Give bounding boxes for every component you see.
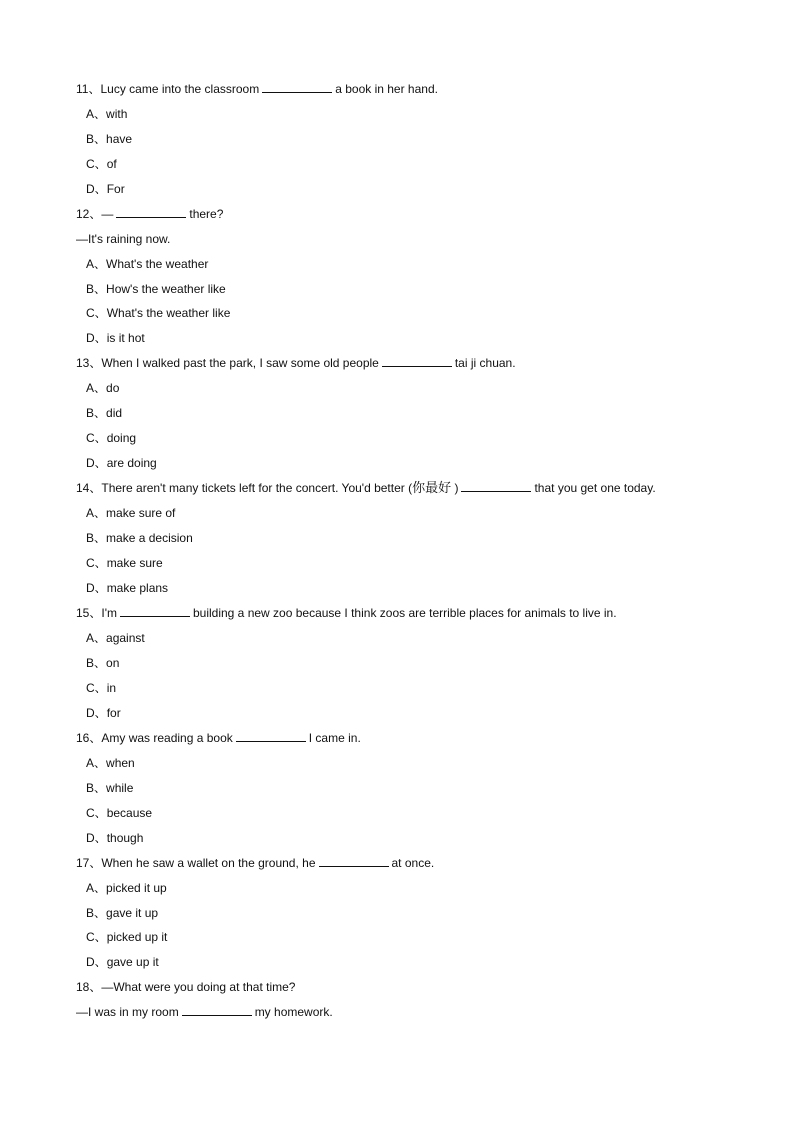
option-12-d: D、is it hot [86,331,145,345]
question-text: When I walked past the park, I saw some old people [101,356,379,370]
option-12-b: B、How's the weather like [86,282,226,296]
question-number: 14、 [76,481,102,495]
answer-blank [262,82,332,93]
option-13-a: A、do [86,381,120,395]
question-text-after: that you get one today. [534,481,656,495]
question-text: Lucy came into the classroom [100,82,260,96]
option-15-d: D、for [86,706,121,720]
option-14-c: C、make sure [86,556,163,570]
option-12-c: C、What's the weather like [86,306,231,320]
question-11 [76,82,438,96]
option-11-c: C、of [86,157,117,171]
question-text: There aren't many tickets left for the concert. You'd better ( [101,481,413,495]
question-number: 11、 [76,82,101,96]
question-number: 12、 [76,207,102,221]
option-13-c: C、doing [86,431,137,445]
option-17-a: A、picked it up [86,881,167,895]
question-12 [76,207,223,221]
answer-line-12: —It's raining now. [76,232,171,246]
question-13 [76,356,516,370]
answer-blank [236,731,306,742]
question-18 [76,980,295,994]
question-text-after: there? [189,207,224,221]
option-11-a: A、with [86,107,128,121]
answer-line-18 [76,1005,333,1019]
question-number: 17、 [76,856,102,870]
option-14-d: D、make plans [86,581,169,595]
question-number: 15、 [76,606,102,620]
option-12-a: A、What's the weather [86,257,209,271]
option-16-a: A、when [86,756,135,770]
option-14-a: A、make sure of [86,506,176,520]
paren-close: ) [451,481,459,495]
question-text: When he saw a wallet on the ground, he [101,856,316,870]
chinese-gloss: 你最好 [412,481,452,496]
question-text: Amy was reading a book [101,731,233,745]
question-text-after: a book in her hand. [335,82,438,96]
option-11-d: D、For [86,182,125,196]
option-11-b: B、have [86,132,133,146]
question-text-after: I came in. [308,731,361,745]
question-text-after: tai ji chuan. [454,356,516,370]
option-16-b: B、while [86,781,134,795]
question-16 [76,731,361,745]
option-17-c: C、picked up it [86,930,168,944]
answer-text: —I was in my room [76,1005,179,1019]
answer-blank [319,856,389,867]
option-16-c: C、because [86,806,153,820]
option-15-c: C、in [86,681,117,695]
option-13-b: B、did [86,406,123,420]
answer-blank [120,606,190,617]
question-number: 16、 [76,731,102,745]
option-15-b: B、on [86,656,120,670]
question-text-after: at once. [391,856,435,870]
answer-text-after: my homework. [254,1005,333,1019]
option-17-d: D、gave up it [86,955,159,969]
answer-blank [116,207,186,218]
question-17 [76,856,434,870]
question-15 [76,606,617,620]
answer-blank [461,481,531,492]
option-14-b: B、make a decision [86,531,193,545]
question-number: 18、 [76,980,102,994]
question-text-after: building a new zoo because I think zoos are terrible places for animals to live in. [192,606,617,620]
question-14 [76,481,656,495]
question-text: I'm [101,606,117,620]
question-text: — [101,207,114,221]
question-number: 13、 [76,356,102,370]
question-text: —What were you doing at that time? [101,980,296,994]
option-16-d: D、though [86,831,144,845]
answer-blank [182,1005,252,1016]
option-15-a: A、against [86,631,145,645]
answer-blank [382,356,452,367]
option-17-b: B、gave it up [86,906,159,920]
option-13-d: D、are doing [86,456,157,470]
